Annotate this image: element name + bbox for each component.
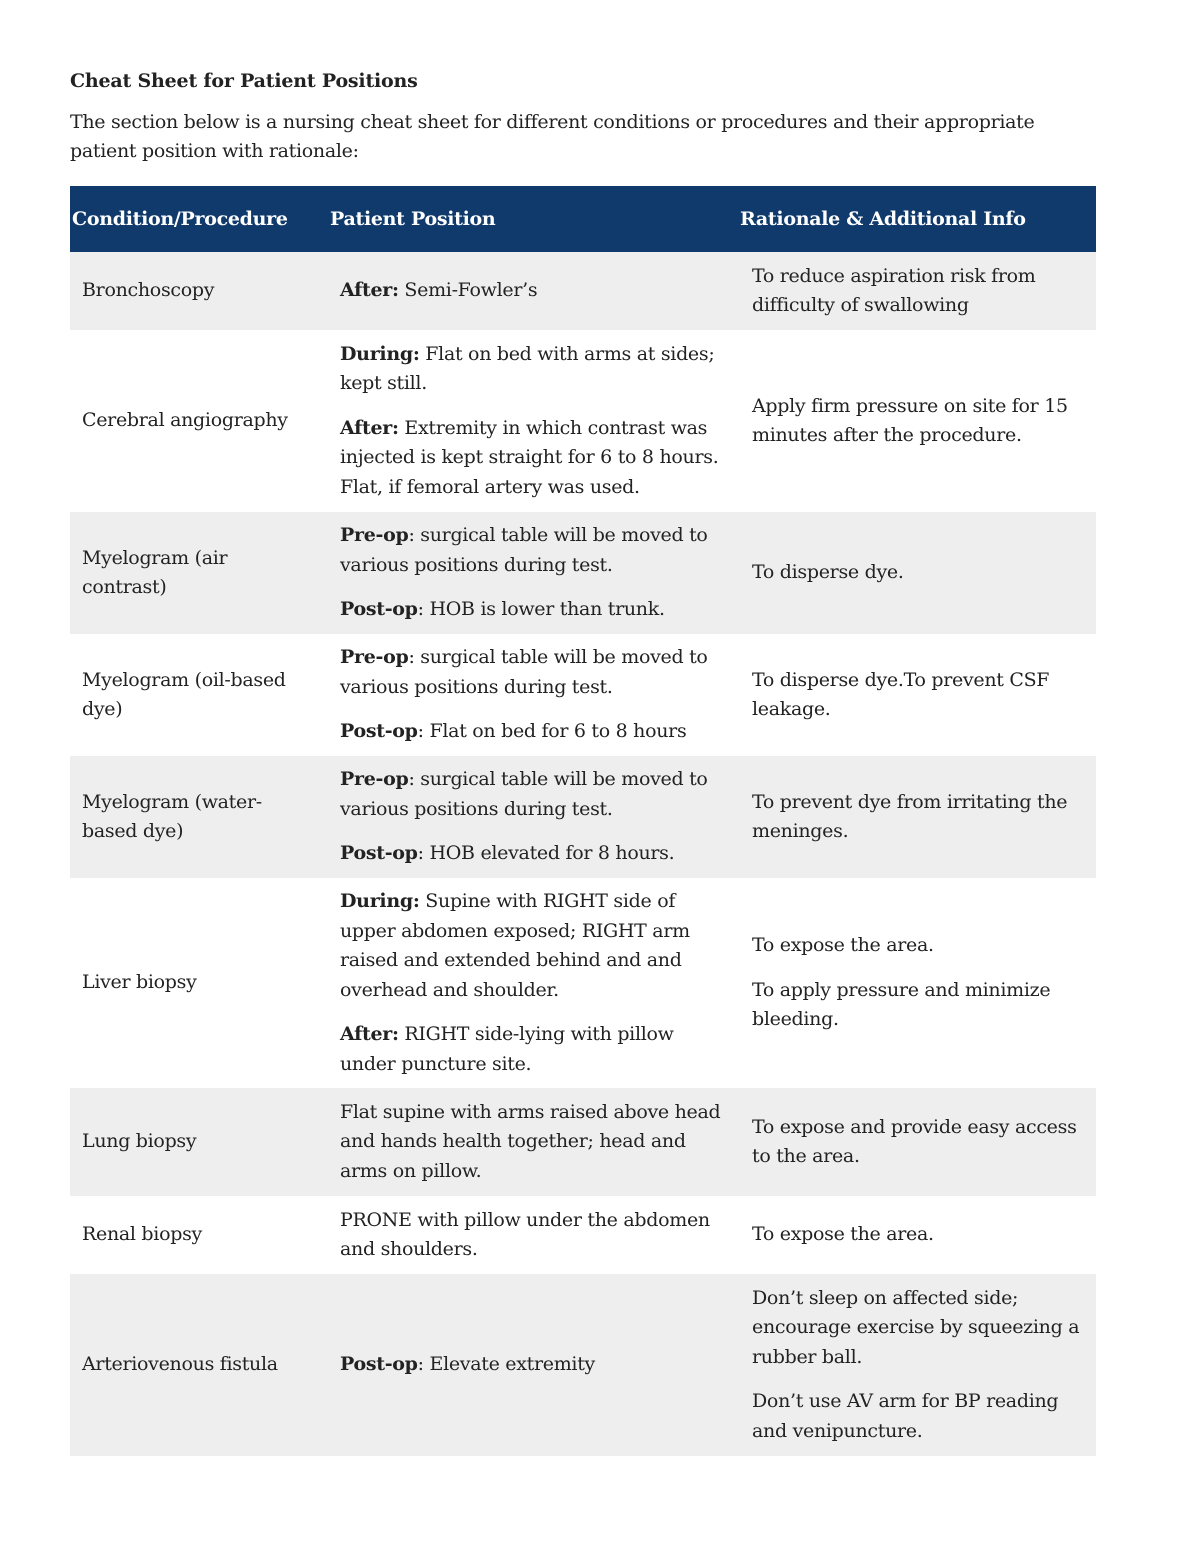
- cell-position: [328, 634, 740, 756]
- position-text: Semi-Fowler’s: [398, 279, 538, 302]
- positions-table: [70, 186, 1096, 1456]
- cell-condition: Liver biopsy: [82, 971, 197, 994]
- position-text: : surgical table will be moved to various positions during test.: [340, 768, 708, 820]
- cell-rationale: [740, 1088, 1096, 1196]
- cell-position: [328, 330, 740, 512]
- table-row: [70, 1196, 1096, 1274]
- position-label: After:: [340, 279, 399, 302]
- position-text: : surgical table will be moved to various positions during test.: [340, 524, 708, 576]
- position-line: [340, 340, 728, 399]
- position-text: : HOB is lower than trunk.: [417, 598, 665, 621]
- document-page: [70, 70, 1096, 1456]
- cell-rationale: [740, 1196, 1096, 1274]
- table-header: [70, 186, 1096, 252]
- position-line: [340, 717, 728, 747]
- position-text: : surgical table will be moved to various positions during test.: [340, 646, 708, 698]
- table-row: [70, 512, 1096, 634]
- position-line: [340, 765, 728, 824]
- intro-paragraph: The section below is a nursing cheat sheet for different conditions or procedures and their appropriate patient position with rationale:: [70, 111, 1035, 162]
- table-body: [70, 252, 1096, 1456]
- cell-condition: Myelogram (oil-based dye): [82, 668, 286, 720]
- document-title: Cheat Sheet for Patient Positions: [70, 70, 418, 92]
- cell-rationale: [740, 252, 1096, 330]
- position-label: Pre-op: [340, 524, 409, 547]
- rationale-line: To disperse dye.To prevent CSF leakage.: [752, 668, 1050, 720]
- header-rationale: Rationale & Additional Info: [740, 186, 1096, 252]
- rationale-line: To expose the area.: [752, 934, 934, 957]
- cell-condition: Arteriovenous fistula: [70, 1274, 328, 1456]
- cell-rationale: [740, 634, 1096, 756]
- cell-position: [328, 878, 740, 1088]
- position-text: Extremity in which contrast was injected is kept straight for 6 to 8 hours. Flat, if femoral artery was used.: [340, 416, 719, 498]
- position-label: After:: [340, 416, 399, 439]
- cell-rationale: [740, 756, 1096, 878]
- position-text: : Elevate extremity: [417, 1353, 595, 1376]
- position-line: [340, 595, 728, 625]
- position-label: During:: [340, 342, 420, 365]
- position-text: Flat on bed with arms at sides; kept still.: [340, 342, 715, 395]
- position-label: During:: [340, 890, 420, 912]
- rationale-line: To reduce aspiration risk from difficulty of swallowing: [752, 264, 1036, 316]
- table-row: [70, 878, 1096, 1088]
- cell-position: [328, 756, 740, 878]
- position-label: After:: [340, 1023, 399, 1045]
- cell-position: [328, 1088, 740, 1196]
- table-row: [70, 634, 1096, 756]
- header-row: [70, 186, 1096, 252]
- position-text: RIGHT side-lying with pillow under puncture site.: [340, 1023, 674, 1075]
- rationale-line: To expose and provide easy access to the area.: [752, 1115, 1077, 1167]
- rationale-line: Apply firm pressure on site for 15 minutes after the procedure.: [752, 394, 1068, 446]
- cell-position: [328, 1274, 740, 1456]
- position-text: : Flat on bed for 6 to 8 hours: [417, 720, 687, 743]
- cell-position: [328, 252, 740, 330]
- position-line: [340, 839, 728, 869]
- position-line: [340, 887, 728, 1005]
- cell-rationale: [740, 330, 1096, 512]
- cell-position: [328, 1196, 740, 1274]
- cell-condition: Myelogram (water-based dye): [70, 756, 328, 878]
- position-line: [340, 1020, 728, 1079]
- position-label: Pre-op: [340, 646, 409, 669]
- rationale-line: Don’t use AV arm for BP reading and venipuncture.: [752, 1390, 1059, 1442]
- table-row: [70, 252, 1096, 330]
- position-text: Flat supine with arms raised above head and hands health together; head and arms on pillow.: [340, 1100, 721, 1182]
- position-text: Supine with RIGHT side of upper abdomen exposed; RIGHT arm raised and extended behind and and overhead and shoulder.: [340, 890, 690, 1001]
- rationale-line: To expose the area.: [752, 1223, 934, 1246]
- position-label: Post-op: [340, 720, 418, 743]
- cell-condition: Renal biopsy: [82, 1223, 202, 1246]
- header-position: Patient Position: [328, 186, 740, 252]
- position-label: Post-op: [340, 842, 418, 865]
- cell-condition: Myelogram (air contrast): [70, 512, 328, 634]
- table-row: [70, 330, 1096, 512]
- cell-rationale: [740, 1274, 1096, 1456]
- table-row: [70, 756, 1096, 878]
- position-label: Post-op: [340, 598, 418, 621]
- cell-condition: Bronchoscopy: [70, 252, 328, 330]
- position-line: [340, 643, 728, 702]
- rationale-line: To prevent dye from irritating the meninges.: [752, 790, 1068, 842]
- cell-rationale: [740, 512, 1096, 634]
- rationale-line: To disperse dye.: [752, 561, 904, 584]
- rationale-line: To apply pressure and minimize bleeding.: [752, 978, 1051, 1031]
- cell-condition: Lung biopsy: [70, 1088, 328, 1196]
- header-condition: Condition/Procedure: [70, 186, 328, 252]
- position-line: [340, 414, 728, 503]
- position-label: Post-op: [340, 1353, 418, 1376]
- position-line: [340, 1206, 728, 1265]
- cell-condition: Cerebral angiography: [82, 409, 288, 432]
- position-text: : HOB elevated for 8 hours.: [417, 842, 675, 865]
- rationale-line: Don’t sleep on affected side; encourage exercise by squeezing a rubber ball.: [752, 1286, 1080, 1368]
- position-line: [340, 1098, 728, 1187]
- position-text: PRONE with pillow under the abdomen and shoulders.: [340, 1208, 710, 1260]
- cell-position: [328, 512, 740, 634]
- cell-rationale: [740, 878, 1096, 1088]
- position-label: Pre-op: [340, 768, 409, 791]
- position-line: [340, 521, 728, 580]
- position-line: [340, 1350, 728, 1380]
- position-line: [340, 276, 728, 306]
- table-row: [70, 1274, 1096, 1456]
- table-row: [70, 1088, 1096, 1196]
